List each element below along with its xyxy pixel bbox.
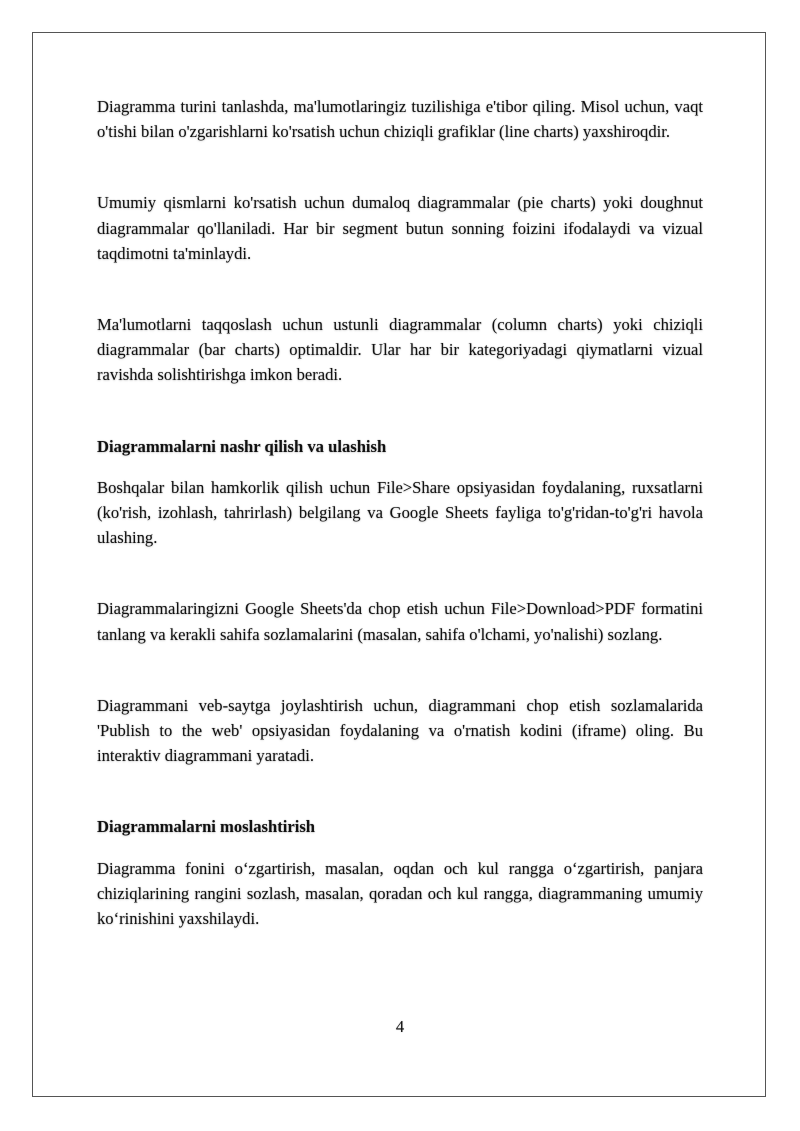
paragraph-share: Boshqalar bilan hamkorlik qilish uchun File>Share opsiyasidan foydalaning, ruxsatlarni (ko'rish, izohlash, tahrirlash) belgilang va Google Sheets fayliga to'g'ridan-to'g'ri havola ulashing.	[97, 477, 703, 548]
paragraph-chart-type-selection: Diagramma turini tanlashda, ma'lumotlaringiz tuzilishiga e'tibor qiling. Misol uchun, vaqt o'tishi bilan o'zgarishlarni ko'rsatish uchun chiziqli grafiklar (line charts) yaxshiroqdir.	[97, 97, 703, 142]
page-number: 4	[395, 1017, 405, 1036]
paragraph-column-charts: Ma'lumotlarni taqqoslash uchun ustunli diagrammalar (column charts) yoki chiziqli diagrammalar (bar charts) optimaldir. Ular har bir kategoriyadagi qiymatlarni vizual ravishda solishtirishga imkon beradi.	[97, 315, 703, 385]
document-body	[97, 94, 703, 931]
paragraph-publish-web: Diagrammani veb-saytga joylashtirish uchun, diagrammani chop etish sozlamalarida 'Publish to the web' opsiyasidan foydalaning va o'rnatish kodini (iframe) oling. Bu interaktiv diagrammani yaratadi.	[97, 695, 703, 766]
paragraph-pie-charts: Umumiy qismlarni ko'rsatish uchun dumaloq diagrammalar (pie charts) yoki doughnut diagrammalar qo'llaniladi. Har bir segment butun sonning foizini ifodalaydi va vizual taqdimotni ta'minlaydi.	[97, 193, 703, 263]
paragraph-download-pdf: Diagrammalaringizni Google Sheets'da chop etish uchun File>Download>PDF formatini tanlang va kerakli sahifa sozlamalarini (masalan, sahifa o'lchami, yo'nalishi) sozlang.	[97, 599, 703, 644]
paragraph-customize-background: Diagramma fonini o‘zgartirish, masalan, oqdan och kul rangga o‘zgartirish, panjara chiziqlarining rangini sozlash, masalan, qoradan och kul rangga, diagrammaning umumiy ko‘rinishini yaxshilaydi.	[97, 858, 703, 929]
section-heading-publish-share: Diagrammalarni nashr qilish va ulashish	[97, 436, 387, 456]
section-heading-customize: Diagrammalarni moslashtirish	[97, 817, 316, 837]
